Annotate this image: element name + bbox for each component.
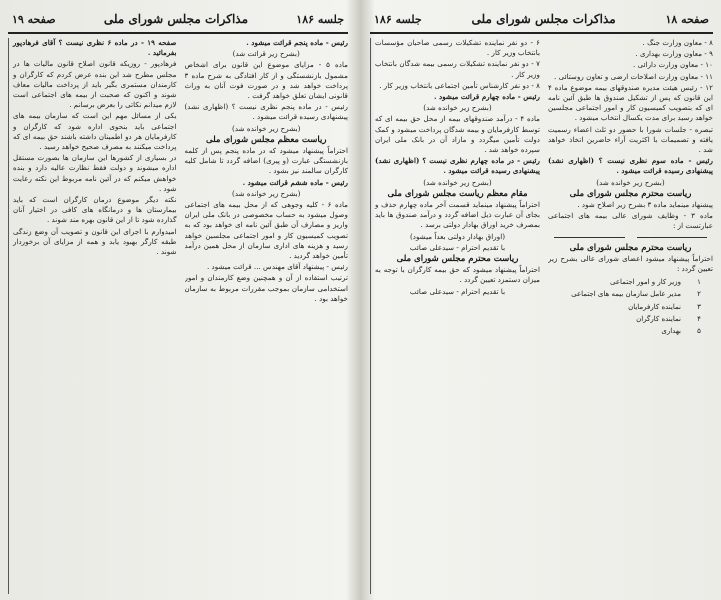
- paragraph: ترتیب استفاده از آن و همچنین وضع کارمندان و امور استخدامی سازمان بموجب مقررات مربوط به سازمان خواهد بود .: [184, 273, 348, 303]
- paragraph: رئیس - ماده سوم نظری نیست ؟ (اظهاری نشد) پیشنهادی رسیده قرائت میشود .: [548, 156, 713, 176]
- paragraph: یکی از مسائل مهم این است که سازمان بیمه های اجتماعی باید بنحوی اداره شود که کارگران و کارفرمایان هر دو اطمینان داشته باشند حق بیمه ای که پرداخت میکنند به مصرف صحیح خواهد رسید .: [13, 111, 177, 152]
- list-item: ۹ - معاون وزارت بهداری .: [635, 49, 713, 59]
- right-page-number: صفحه ۱۸: [665, 12, 709, 26]
- list-item: ۶ - دو نفر نماینده تشکیلات رسمی صاحبان مؤسسات بانتخاب وزیر کار .: [375, 38, 540, 58]
- list-item: ۷ - دو نفر نماینده تشکیلات رسمی بیمه شدگان بانتخاب وزیر کار .: [375, 59, 540, 79]
- paragraph: ماده ۳ - وظایف شورای عالی بیمه های اجتماعی عبارتست از :: [548, 211, 713, 231]
- separator: [548, 233, 713, 243]
- row-label: نماینده کارگران: [636, 314, 681, 323]
- left-page-number: صفحه ۱۹: [12, 12, 56, 26]
- paragraph: (بشرح زیر خوانده شد): [596, 177, 665, 187]
- section-heading: مقام معظم ریاست مجلس شورای ملی: [387, 188, 528, 199]
- section-heading: ریاست معظم مجلس شورای ملی: [206, 134, 327, 145]
- paragraph: (بشرح زیر قرائت شد): [232, 49, 300, 59]
- list-item: ۸ - دو نفر کارشناس تأمین اجتماعی بانتخاب وزیر کار .: [379, 80, 540, 90]
- row-number: ۲: [697, 290, 701, 299]
- section-heading: ریاست محترم مجلس شورای ملی: [396, 254, 519, 265]
- row-label: وزیر کار و امور اجتماعی: [610, 278, 681, 287]
- list-item: ۸ - معاون وزارت جنگ .: [642, 38, 713, 47]
- left-header-title: مذاکرات مجلس شورای ملی: [103, 12, 249, 26]
- right-page: [370, 6, 713, 594]
- signature-line: با تقدیم احترام - سیدعلی صائب: [409, 242, 506, 252]
- right-session-label: جلسه ۱۸۶: [374, 12, 422, 26]
- paragraph: ماده ۵ - مزایای موضوع این قانون برای اشخاص مشمول بازنشستگی و از کار افتادگی به شرح ماده ۳ پرداخت خواهد شد و در صورت فوت آنان به وراث قانونی ایشان تعلق خواهد گرفت .: [184, 60, 348, 101]
- paragraph: احتراماً پیشنهاد میشود که در ماده پنجم پس از کلمه بازنشستگی عبارت (و پیری) اضافه گردد تا شامل کلیه کارگران سالمند نیز بشود .: [184, 146, 348, 176]
- right-page-right-column: [548, 38, 713, 594]
- paragraph: نکته دیگر موضوع درمان کارگران است که باید بیمارستان ها و درمانگاه های کافی در اختیار آنان گذارده شود تا از این قانون بهره مند شوند .: [13, 195, 177, 225]
- right-page-header: [370, 6, 713, 34]
- paragraph: (بشرح زیر خوانده شد): [423, 103, 492, 113]
- paragraph: رئیس - در ماده چهارم نظری نیست ؟ (اظهاری نشد) پیشنهادی رسیده قرائت میشود .: [375, 156, 540, 176]
- paragraph: امیدوارم با اجرای این قانون و تصویب آن وضع زندگی طبقه کارگر بهبود یابد و همه از مزایای آن برخوردار شوند .: [13, 226, 177, 257]
- paragraph: رئیس - ماده ششم قرائت میشود .: [242, 177, 348, 187]
- left-page-left-column: [8, 38, 177, 594]
- paragraph: (بشرح زیر خوانده شد): [232, 188, 301, 198]
- paragraph: رئیس - پیشنهاد آقای مهندس ... قرائت میشود .: [206, 262, 348, 272]
- right-header-title: مذاکرات مجلس شورای ملی: [471, 12, 616, 26]
- row-number: ۳: [697, 302, 701, 311]
- paragraph: پیشنهاد مینماید ماده ۳ بشرح زیر اصلاح شود .: [577, 200, 713, 210]
- table-intro: احتراماً پیشنهاد میشود اعضای شورای عالی بشرح زیر تعیین گردد :: [548, 253, 713, 274]
- paragraph: ماده ۶ - کلیه وجوهی که از محل بیمه های اجتماعی وصول میشود به حساب مخصوصی در بانک ملی ایران واریز و مصارف آن طبق آئین نامه ای خواهد بود که به تصویب کمیسیون کار و امور اجتماعی مجلسین خواهد رسید و هزینه های اداری سازمان از محل همین درآمد تأمین خواهد گردید .: [184, 200, 348, 261]
- row-number: ۱: [697, 278, 701, 287]
- paragraph: در بسیاری از کشورها این سازمان ها بصورت مستقل اداره میشوند و دولت فقط نظارت عالیه دارد و بنده خواهش میکنم که در آئین نامه مربوط این نکته رعایت شود .: [13, 153, 177, 193]
- table-row: [548, 325, 713, 337]
- paragraph: رئیس - ماده پنجم قرائت میشود .: [246, 38, 348, 47]
- list-item: ۱۱ - معاون وزارت اصلاحات ارضی و تعاون روستائی .: [554, 71, 713, 81]
- left-page-right-column: [185, 38, 349, 594]
- paragraph: رئیس - ماده چهارم قرائت میشود .: [434, 92, 540, 102]
- signature-line: با تقدیم احترام - سیدعلی صائب: [409, 286, 506, 296]
- left-session-label: جلسه ۱۸۶: [296, 12, 344, 26]
- section-heading: ریاست محترم مجلس شورای ملی: [569, 188, 692, 199]
- row-number: ۴: [697, 314, 701, 323]
- table-row: [548, 301, 713, 313]
- row-number: ۵: [697, 327, 701, 336]
- right-page-columns: [370, 34, 713, 594]
- left-page: [8, 6, 348, 594]
- table-row: [548, 313, 713, 325]
- paragraph: احتراماً پیشنهاد مینماید قسمت آخر ماده چهارم حذف و بجای آن عبارت ذیل اضافه گردد و درآمد صندوق ها باید بمصرف خرید اوراق بهادار دولتی برسد .: [375, 200, 540, 230]
- paragraph: (بشرح زیر خوانده شد): [232, 123, 301, 133]
- paragraph: فرهادپور - روزیکه قانون اصلاح قانون مالیات ها در مجلس مطرح شد این بنده عرض کردم که کارگران و کارمندان مستمری بگیر باید از پرداخت مالیات معاف شوند و اکنون که صحبت از بیمه های اجتماعی است لازم میدانم نکاتی را بعرض برسانم .: [13, 59, 177, 110]
- list-item: ۱۰ - معاون وزارت دارائی .: [633, 60, 713, 70]
- table-row: [548, 288, 713, 300]
- left-page-header: [8, 6, 348, 34]
- paragraph: رئیس - در ماده پنجم نظری نیست ؟ (اظهاری نشد) پیشنهادی رسیده قرائت میشود .: [184, 102, 348, 122]
- paragraph: صفحه ۱۹ - در ماده ۶ نظری نیست ؟ آقای فرهادپور بفرمائید .: [13, 38, 177, 58]
- table-row: [548, 276, 713, 288]
- paragraph: (بشرح زیر خوانده شد): [423, 177, 492, 187]
- row-label: بهداری: [661, 327, 681, 336]
- row-label: مدیر عامل سازمان بیمه های اجتماعی: [571, 290, 681, 299]
- paragraph: تبصره - جلسات شورا با حضور دو ثلث اعضاء رسمیت یافته و تصمیمات با اکثریت آراء حاضرین اتخاذ خواهد شد .: [548, 124, 713, 155]
- right-page-left-column: [370, 38, 540, 594]
- left-page-columns: [8, 34, 348, 594]
- paragraph: ماده ۴ - درآمد صندوقهای بیمه از محل حق بیمه ای که توسط کارفرمایان و بیمه شدگان پرداخت میشود و کمک دولت تأمین میگردد و مازاد آن در بانک ملی ایران سپرده خواهد شد .: [375, 114, 540, 155]
- paragraph: احتراماً پیشنهاد میشود که حق بیمه کارگران با توجه به میزان دستمزد تعیین گردد .: [375, 265, 540, 285]
- paragraph: (اوراق بهادار دولتی بعداً میشود): [409, 231, 506, 241]
- list-item: ۱۲ - رئیس هیئت مدیره صندوقهای بیمه موضوع ماده ۴ این قانون که پس از تشکیل صندوق ها طبق آئین نامه ای که بتصویب کمیسیون کار و امور اجتماعی مجلسین خواهد رسید برای مدت یکسال انتخاب میشود .: [548, 82, 713, 123]
- row-label: نماینده کارفرمایان: [628, 302, 681, 311]
- table-title: ریاست محترم مجلس شورای ملی: [569, 242, 692, 253]
- members-table: [548, 276, 713, 337]
